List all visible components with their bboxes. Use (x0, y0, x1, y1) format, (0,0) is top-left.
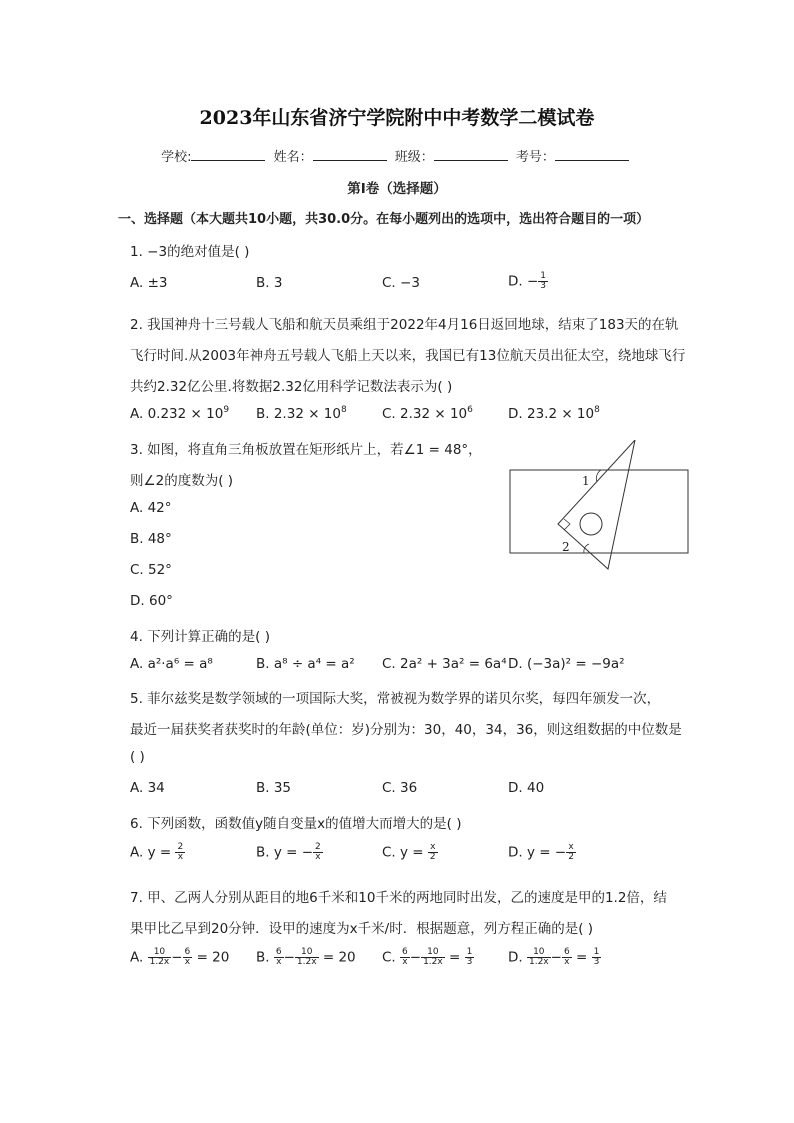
denominator: x (402, 957, 408, 967)
question-2-line-1: 2. 我国神舟十三号载人飞船和航天员乘组于2022年4月16日返回地球，结束了183天的在轨 (130, 317, 679, 333)
denominator: x (315, 852, 321, 862)
rhs: = 20 (322, 949, 356, 966)
question-4-option-b: B. a⁸ ÷ a⁴ = a² (256, 656, 355, 672)
denominator: 3 (540, 281, 547, 291)
option-d-prefix: D. − (508, 273, 539, 290)
question-1-option-c: C. −3 (382, 275, 420, 291)
prefix: B. y = − (256, 844, 314, 861)
question-1-option-d (508, 272, 548, 291)
question-2-option-b (256, 406, 347, 422)
base: D. 23.2 × 10 (508, 406, 595, 422)
question-3-option-a: A. 42° (130, 500, 172, 516)
exponent: 9 (223, 405, 230, 415)
label: A. (130, 949, 144, 966)
question-5-option-d: D. 40 (508, 780, 545, 796)
question-7-option-c: C. $\frac{6}{x}$ − $\frac{10}{1.2x}$ = $\frac{1}{3}$ (382, 947, 473, 967)
numerator: 10 (427, 947, 439, 957)
question-3-line-1: 3. 如图，将直角三角板放置在矩形纸片上，若∠1 = 48°， (130, 442, 482, 458)
fraction (184, 948, 192, 967)
question-6-option-d (508, 843, 576, 862)
question-2-option-c (382, 406, 473, 422)
question-6-text: 6. 下列函数，函数值y随自变量x的值增大而增大的是( ) (130, 816, 462, 832)
numerator: x (568, 842, 574, 852)
denominator: x (184, 957, 191, 967)
denominator: x (564, 957, 570, 967)
base: C. 2.32 × 10 (382, 406, 468, 422)
question-6-option-a (130, 843, 185, 862)
section-instructions: 一、选择题（本大题共10小题，共30.0分。在每小题列出的选项中，选出符合题目的一项） (118, 212, 650, 227)
fraction (466, 948, 474, 967)
numerator: 6 (563, 947, 570, 957)
name-blank (313, 148, 387, 161)
exponent: 8 (340, 405, 347, 415)
denominator: 1.2x (423, 957, 443, 967)
question-4-option-d: D. (−3a)² = −9a² (508, 656, 625, 672)
question-7-option-d: D. $\frac{10}{1.2x}$ − $\frac{6}{x}$ = $\frac{1}{3}$ (508, 947, 600, 967)
question-4-option-c: C. 2a² + 3a² = 6a⁴ (382, 656, 507, 672)
school-blank (191, 148, 265, 161)
fraction (563, 948, 571, 967)
section-title: 第Ⅰ卷（选择题） (347, 181, 447, 197)
fraction (314, 843, 322, 862)
angle-1-label: 1 (582, 474, 590, 488)
question-1-option-b: B. 3 (256, 275, 283, 291)
denominator: 2 (429, 852, 436, 862)
question-2-line-2: 飞行时间.从2003年神舟五号载人飞船上天以来，我国已有13位航天员出征太空，绕地球飞行 (130, 348, 686, 364)
numerator: x (430, 842, 436, 852)
fraction (149, 948, 171, 967)
numerator: 10 (533, 947, 545, 957)
fraction (176, 843, 184, 862)
class-blank (434, 148, 508, 161)
label: C. (382, 949, 396, 966)
label: B. (256, 949, 270, 966)
question-5-line-2: 最近一届获奖者获奖时的年龄(单位：岁)分别为：30，40，34，36，则这组数据的中位数是 (130, 722, 682, 738)
numerator: 2 (315, 842, 321, 852)
numerator: 6 (275, 947, 282, 957)
numerator: 6 (402, 947, 408, 957)
fraction (275, 948, 283, 967)
question-7-line-2: 果甲比乙早到20分钟．设甲的速度为x千米/时．根据题意，列方程正确的是( ) (130, 921, 594, 937)
denominator: 2 (568, 852, 574, 862)
question-4-text: 4. 下列计算正确的是( ) (130, 629, 270, 645)
question-3-option-b: B. 48° (130, 531, 172, 547)
fraction (528, 948, 550, 967)
exam-number-label: 考号： (515, 150, 555, 165)
denominator: x (276, 957, 282, 967)
fraction (296, 948, 318, 967)
name-label: 姓名： (273, 150, 313, 165)
numerator: 10 (301, 947, 313, 957)
rectangle-paper (510, 470, 688, 553)
question-7-option-a: A. $\frac{10}{1.2x}$ − $\frac{6}{x}$ = 20 (130, 947, 230, 967)
triangle-rectangle-diagram (505, 440, 695, 575)
prefix: A. y = (130, 844, 172, 861)
denominator: 1.2x (528, 957, 549, 967)
question-7-line-1: 7. 甲、乙两人分别从距目的地6千米和10千米的两地同时出发，乙的速度是甲的1.2倍，结 (130, 890, 667, 906)
angle-2-label: 2 (562, 540, 570, 554)
triangle-hole (580, 513, 602, 535)
school-label: 学校: (161, 150, 192, 165)
fraction (567, 843, 575, 862)
student-info-row (0, 146, 794, 165)
question-5-option-a: A. 34 (130, 780, 165, 796)
fraction (593, 948, 601, 967)
numerator: 1 (466, 947, 473, 957)
fraction (539, 272, 547, 291)
base: B. 2.32 × 10 (256, 406, 341, 422)
denominator: 3 (593, 957, 600, 967)
question-6-option-b (256, 843, 323, 862)
question-5-line-1: 5. 菲尔兹奖是数学领域的一项国际大奖，常被视为数学界的诺贝尔奖，每四年颁发一次， (130, 691, 661, 707)
numerator: 1 (593, 947, 600, 957)
numerator: 10 (153, 947, 166, 957)
question-7-option-b: B. $\frac{6}{x}$ − $\frac{10}{1.2x}$ = 20 (256, 947, 356, 967)
denominator: 1.2x (149, 957, 170, 967)
denominator: 1.2x (296, 957, 317, 967)
fraction (401, 948, 409, 967)
question-2-line-3: 共约2.32亿公里.将数据2.32亿用科学记数法表示为( ) (130, 379, 453, 395)
question-3-option-d: D. 60° (130, 593, 173, 609)
denominator: 3 (466, 957, 473, 967)
prefix: C. y = (382, 844, 424, 861)
right-angle-mark (564, 519, 570, 530)
numerator: 6 (184, 947, 191, 957)
question-5-option-b: B. 35 (256, 780, 292, 796)
question-6-option-c (382, 843, 438, 862)
exam-number-blank (555, 148, 629, 161)
numerator: 1 (540, 271, 547, 281)
question-4-option-a: A. a²·a⁶ = a⁸ (130, 656, 213, 672)
exam-title: 2023年山东省济宁学院附中中考数学二模试卷 (199, 107, 595, 129)
label: D. (508, 949, 523, 966)
question-5-option-c: C. 36 (382, 780, 418, 796)
question-1-text: 1. −3的绝对值是( ) (130, 244, 250, 260)
fraction (422, 948, 444, 967)
question-1-option-a: A. ±3 (130, 275, 168, 291)
question-2-option-d (508, 406, 600, 422)
question-2-option-a (130, 406, 229, 422)
question-3-figure (505, 440, 695, 579)
base: A. 0.232 × 10 (130, 406, 224, 422)
numerator: 2 (177, 842, 184, 852)
class-label: 班级： (394, 150, 434, 165)
question-3-line-2: 则∠2的度数为( ) (130, 473, 234, 489)
prefix: D. y = − (508, 844, 567, 861)
rhs: = 20 (196, 949, 230, 966)
fraction (429, 843, 437, 862)
denominator: x (177, 852, 184, 862)
exponent: 6 (467, 405, 473, 415)
question-3-option-c: C. 52° (130, 562, 172, 578)
exponent: 8 (594, 405, 600, 415)
question-5-line-3: ( ) (130, 749, 145, 765)
